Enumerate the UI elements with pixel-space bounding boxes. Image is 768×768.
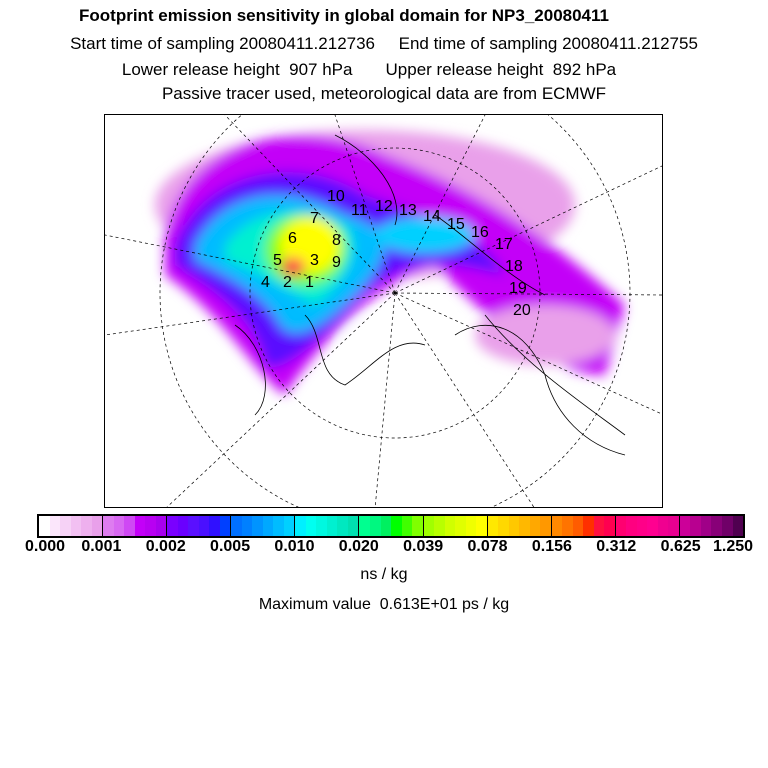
trajectory-label: 6 xyxy=(288,230,297,247)
colorbar-swatch xyxy=(658,516,669,536)
trajectory-label: 16 xyxy=(471,224,489,241)
colorbar-swatch xyxy=(668,516,679,536)
colorbar-box xyxy=(103,516,167,536)
colorbar-swatch xyxy=(135,516,146,536)
trajectory-label: 14 xyxy=(423,208,441,225)
colorbar-box xyxy=(488,516,552,536)
colorbar-swatch xyxy=(690,516,701,536)
colorbar-swatch xyxy=(466,516,477,536)
colorbar-swatch xyxy=(220,516,231,536)
colorbar-tick: 0.001 xyxy=(81,538,122,555)
colorbar-tick: 0.020 xyxy=(338,538,379,555)
trajectory-label: 19 xyxy=(509,280,527,297)
colorbar-box xyxy=(552,516,616,536)
colorbar-swatch xyxy=(402,516,413,536)
colorbar-tick: 0.078 xyxy=(467,538,508,555)
colorbar-swatch xyxy=(242,516,253,536)
colorbar-swatch xyxy=(327,516,338,536)
colorbar-box xyxy=(167,516,231,536)
colorbar-swatch xyxy=(273,516,284,536)
colorbar-tick: 0.312 xyxy=(596,538,637,555)
colorbar-box xyxy=(231,516,295,536)
colorbar-swatch xyxy=(92,516,103,536)
colorbar-swatch xyxy=(81,516,92,536)
colorbar-swatch xyxy=(552,516,563,536)
colorbar-swatch xyxy=(647,516,658,536)
colorbar-swatch xyxy=(594,516,605,536)
colorbar-swatch xyxy=(540,516,551,536)
colorbar-tick: 0.005 xyxy=(210,538,251,555)
colorbar-swatch xyxy=(231,516,242,536)
colorbar-swatch xyxy=(188,516,199,536)
plot-title: Footprint emission sensitivity in global domain for NP3_20080411 xyxy=(79,6,609,25)
trajectory-label: 2 xyxy=(283,274,292,291)
colorbar-swatch xyxy=(316,516,327,536)
colorbar-swatch xyxy=(604,516,615,536)
colorbar-tick: 0.039 xyxy=(403,538,444,555)
colorbar-swatch xyxy=(337,516,348,536)
colorbar-swatch xyxy=(498,516,509,536)
colorbar-swatch xyxy=(455,516,466,536)
colorbar-swatch xyxy=(476,516,487,536)
colorbar-swatch xyxy=(50,516,61,536)
release-heights: Lower release height 907 hPa Upper release height 892 hPa xyxy=(121,60,617,79)
colorbar-swatch xyxy=(519,516,530,536)
trajectory-label: 7 xyxy=(310,210,319,227)
colorbar-swatch xyxy=(252,516,263,536)
maximum-value: Maximum value 0.613E+01 ps / kg xyxy=(258,596,510,613)
trajectory-label: 12 xyxy=(375,198,393,215)
colorbar-swatch xyxy=(370,516,381,536)
colorbar-box xyxy=(680,516,743,536)
trajectory-label: 1 xyxy=(305,274,314,291)
colorbar-box xyxy=(39,516,103,536)
colorbar-swatch xyxy=(295,516,306,536)
sensitivity-field xyxy=(155,130,625,395)
colorbar-swatch xyxy=(488,516,499,536)
colorbar-swatch xyxy=(616,516,627,536)
colorbar-swatch xyxy=(562,516,573,536)
colorbar-box xyxy=(424,516,488,536)
colorbar-swatch xyxy=(103,516,114,536)
colorbar-swatch xyxy=(722,516,733,536)
colorbar-tick: 0.156 xyxy=(531,538,572,555)
colorbar-tick: 1.250 xyxy=(712,538,754,555)
colorbar-swatch xyxy=(509,516,520,536)
trajectory-label: 11 xyxy=(351,202,368,219)
colorbar-swatch xyxy=(71,516,82,536)
colorbar-swatch xyxy=(156,516,167,536)
trajectory-label: 17 xyxy=(495,236,513,253)
colorbar-swatch xyxy=(60,516,71,536)
colorbar-swatch xyxy=(306,516,317,536)
trajectory-label: 20 xyxy=(513,302,531,319)
trajectory-label: 8 xyxy=(332,232,341,249)
colorbar-swatch xyxy=(209,516,220,536)
colorbar-box xyxy=(616,516,680,536)
colorbar-swatch xyxy=(424,516,435,536)
colorbar-swatch xyxy=(199,516,210,536)
colorbar-tick: 0.010 xyxy=(274,538,315,555)
colorbar-swatch xyxy=(381,516,392,536)
colorbar-box xyxy=(359,516,423,536)
colorbar-tick: 0.000 xyxy=(24,538,66,555)
colorbar-swatch xyxy=(145,516,156,536)
colorbar-tick: 0.625 xyxy=(660,538,701,555)
colorbar xyxy=(37,514,745,538)
trajectory-label: 15 xyxy=(447,216,465,233)
colorbar-swatch xyxy=(583,516,594,536)
colorbar-swatch xyxy=(124,516,135,536)
colorbar-tick: 0.002 xyxy=(145,538,186,555)
colorbar-unit: ns / kg xyxy=(360,566,408,583)
colorbar-swatch xyxy=(733,516,744,536)
colorbar-swatch xyxy=(626,516,637,536)
footprint-map xyxy=(104,114,663,508)
colorbar-swatch xyxy=(445,516,456,536)
colorbar-swatch xyxy=(39,516,50,536)
colorbar-swatch xyxy=(573,516,584,536)
colorbar-swatch xyxy=(284,516,295,536)
colorbar-swatch xyxy=(412,516,423,536)
colorbar-swatch xyxy=(114,516,125,536)
colorbar-swatch xyxy=(711,516,722,536)
colorbar-swatch xyxy=(167,516,178,536)
trajectory-label: 3 xyxy=(310,252,319,269)
colorbar-swatch xyxy=(701,516,712,536)
colorbar-swatch xyxy=(178,516,189,536)
trajectory-label: 13 xyxy=(399,202,417,219)
colorbar-swatch xyxy=(434,516,445,536)
colorbar-swatch xyxy=(530,516,541,536)
trajectory-label: 4 xyxy=(261,274,270,291)
sampling-times: Start time of sampling 20080411.212736 End time of sampling 20080411.212755 xyxy=(70,34,698,53)
colorbar-box xyxy=(295,516,359,536)
tracer-info: Passive tracer used, meteorological data are from ECMWF xyxy=(161,84,607,103)
trajectory-label: 10 xyxy=(327,188,345,205)
trajectory-label: 5 xyxy=(273,252,282,269)
colorbar-swatch xyxy=(391,516,402,536)
trajectory-label: 9 xyxy=(332,254,341,271)
colorbar-swatch xyxy=(263,516,274,536)
trajectory-label: 18 xyxy=(505,258,523,275)
colorbar-swatch xyxy=(359,516,370,536)
colorbar-swatch xyxy=(680,516,691,536)
colorbar-swatch xyxy=(637,516,648,536)
colorbar-swatch xyxy=(348,516,359,536)
